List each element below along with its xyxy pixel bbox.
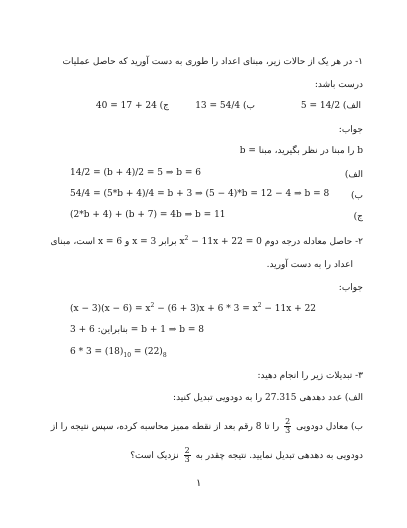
page-number: ۱ — [196, 478, 202, 489]
q1-base-note: b را مبنا در نظر بگیرید، مبنا = b — [239, 146, 363, 156]
q1-label-b: ب) — [351, 191, 363, 201]
q3-fraction-two-thirds-2: $\frac{2}{3}$ — [184, 446, 190, 464]
q2-equation-2: بنابراین: 6 + 3 = b + 1 ⇒ b = 8 — [70, 325, 204, 335]
q1-answer-label: جواب: — [338, 125, 363, 135]
q2-equation-3: $6 * 3 = (18)_{10} = (22)_8$ — [70, 347, 167, 359]
q2-heading-root2: x = 6 — [98, 237, 123, 247]
q1-heading-line2: درست باشد: — [314, 80, 363, 90]
q1-equation-a: 14/2 = (b + 4)/2 = 5 ⇒ b = 6 — [70, 168, 202, 178]
q1-equation-b: 54/4 = (5*b + 4)/4 = b + 3 ⇒ (5 − 4)*b = 12 − 4 ⇒ b = 8 — [70, 189, 330, 199]
q3-part-b-line2: دودویی به دهدهی تبدیل نمایید. نتیجه چقدر به $\frac{2}{3}$ نزدیک است؟ — [130, 446, 363, 464]
q2-heading-root1: x = 3 — [132, 237, 157, 247]
q2-equation-1: $(x - 3)(x - 6) = x^2 - (6 + 3)x + 6 * 3 = x^2 - 11x + 22$ — [70, 302, 317, 314]
q1-heading-line1: ۱- در هر یک از حالات زیر، مبنای اعداد را طوری به دست آورید که حاصل عملیات — [62, 57, 363, 67]
q2-heading-line1 — [50, 236, 363, 248]
q2-answer-label: جواب: — [338, 283, 363, 293]
q1-label-a: الف) — [344, 170, 363, 180]
q3-part-a: الف) عدد دهدهی 27.315 را به دودویی تبدیل کنید: — [173, 393, 363, 403]
q2-heading-line2: اعداد را به دست آورید. — [266, 260, 353, 270]
q1-part-a: الف) 14/2 = 5 — [300, 101, 361, 111]
q2-heading-and: و — [124, 237, 130, 247]
q1-label-c: ج) — [353, 212, 363, 222]
q3-decimal-number: 27.315 — [265, 393, 297, 403]
q2-heading-equation: $x^2 - 11x + 22 = 0$ — [179, 235, 262, 247]
q3-part-b-line1: ب) معادل دودویی $\frac{2}{3}$ را تا 8 رقم بعد از نقطه ممیز محاسبه کرده، سپس نتیجه را از — [50, 417, 363, 435]
q2-heading-post: است، مبنای — [50, 237, 96, 247]
q2-heading-pre: ۲- حاصل معادله درجه دوم — [264, 237, 363, 247]
q1-equation-c: (2*b + 4) + (b + 7) = 4b ⇒ b = 11 — [70, 210, 226, 220]
q2-heading-mid: برابر — [159, 237, 177, 247]
q3-heading: ۳- تبدیلات زیر را انجام دهید: — [257, 371, 363, 381]
q3-fraction-two-thirds: $\frac{2}{3}$ — [285, 417, 291, 435]
q1-part-b: ب) 54/4 = 13 — [195, 101, 255, 111]
q2-equation-2-prefix: بنابراین: — [97, 325, 128, 335]
q1-part-c: ج) 24 + 17 = 40 — [95, 101, 169, 111]
